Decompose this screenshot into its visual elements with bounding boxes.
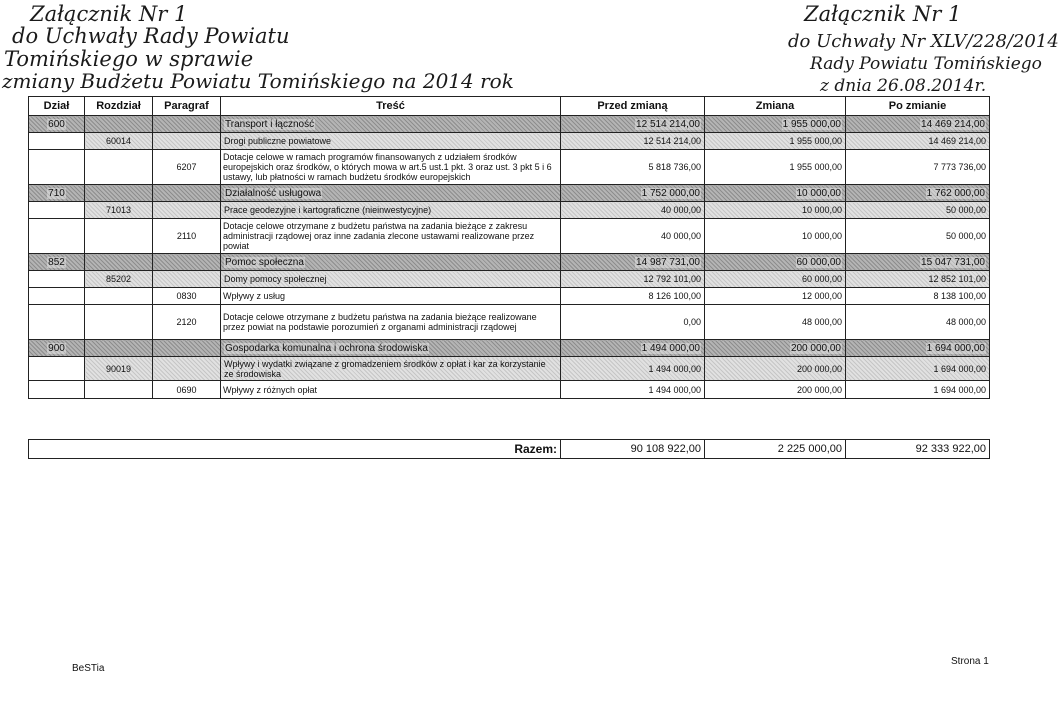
- cell-przed: 12 514 214,00: [561, 116, 705, 133]
- cell-zmiana: 48 000,00: [705, 305, 846, 340]
- cell-dzial: 900: [29, 340, 85, 357]
- table-row-paragraf: [29, 288, 990, 305]
- cell-paragraf: 2110: [153, 219, 221, 254]
- cell-dzial: 710: [29, 185, 85, 202]
- cell-tresc: Pomoc społeczna: [221, 254, 561, 271]
- table-row-dzial: [29, 340, 990, 357]
- cell-po: 50 000,00: [846, 219, 990, 254]
- table-row-paragraf: [29, 381, 990, 399]
- cell-rozdzial: [85, 116, 153, 133]
- header-przed-zmiana: Przed zmianą: [561, 97, 705, 116]
- cell-przed: 1 494 000,00: [561, 340, 705, 357]
- cell-dzial: [29, 305, 85, 340]
- handwritten-note-right-line-1: Załącznik Nr 1: [804, 2, 962, 26]
- cell-przed: 12 514 214,00: [561, 133, 705, 150]
- handwritten-note-left-line-3: Tomińskiego w sprawie: [4, 47, 254, 71]
- cell-tresc: Gospodarka komunalna i ochrona środowiska: [221, 340, 561, 357]
- cell-paragraf: 0690: [153, 381, 221, 399]
- cell-dzial: [29, 288, 85, 305]
- cell-rozdzial: 85202: [85, 271, 153, 288]
- cell-paragraf: 2120: [153, 305, 221, 340]
- cell-zmiana: 10 000,00: [705, 202, 846, 219]
- total-zmiana: 2 225 000,00: [705, 440, 846, 459]
- cell-dzial: 600: [29, 116, 85, 133]
- cell-rozdzial: [85, 340, 153, 357]
- cell-rozdzial: [85, 305, 153, 340]
- table-row-dzial: [29, 116, 990, 133]
- header-zmiana: Zmiana: [705, 97, 846, 116]
- cell-dzial: [29, 133, 85, 150]
- cell-po: 1 694 000,00: [846, 381, 990, 399]
- cell-paragraf: [153, 271, 221, 288]
- cell-tresc: Domy pomocy społecznej: [221, 271, 561, 288]
- table-header-row: [29, 97, 990, 116]
- cell-przed: 40 000,00: [561, 202, 705, 219]
- cell-zmiana: 1 955 000,00: [705, 116, 846, 133]
- cell-po: 1 694 000,00: [846, 357, 990, 381]
- cell-po: 15 047 731,00: [846, 254, 990, 271]
- cell-zmiana: 200 000,00: [705, 357, 846, 381]
- handwritten-note-right-line-3: Rady Powiatu Tomińskiego: [810, 54, 1042, 74]
- cell-tresc: Wpływy i wydatki związane z gromadzeniem środków z opłat i kar za korzystanie ze środowiska: [221, 357, 561, 381]
- cell-paragraf: [153, 185, 221, 202]
- cell-tresc: Prace geodezyjne i kartograficzne (nieinwestycyjne): [221, 202, 561, 219]
- cell-przed: 8 126 100,00: [561, 288, 705, 305]
- table-row-paragraf: [29, 305, 990, 340]
- cell-tresc: Działalność usługowa: [221, 185, 561, 202]
- cell-po: 50 000,00: [846, 202, 990, 219]
- header-rozdzial: Rozdział: [85, 97, 153, 116]
- cell-tresc: Dotacje celowe otrzymane z budżetu państwa na zadania bieżące realizowane przez powiat na podstawie porozumień z organami administracji rządowej: [221, 305, 561, 340]
- cell-paragraf: 6207: [153, 150, 221, 185]
- cell-przed: 14 987 731,00: [561, 254, 705, 271]
- cell-rozdzial: 71013: [85, 202, 153, 219]
- cell-rozdzial: [85, 254, 153, 271]
- cell-zmiana: 200 000,00: [705, 340, 846, 357]
- cell-rozdzial: [85, 185, 153, 202]
- total-po: 92 333 922,00: [846, 440, 990, 459]
- cell-paragraf: [153, 133, 221, 150]
- cell-zmiana: 10 000,00: [705, 219, 846, 254]
- cell-dzial: [29, 271, 85, 288]
- cell-paragraf: [153, 357, 221, 381]
- cell-zmiana: 200 000,00: [705, 381, 846, 399]
- cell-przed: 5 818 736,00: [561, 150, 705, 185]
- cell-tresc: Wpływy z różnych opłat: [221, 381, 561, 399]
- handwritten-note-left-line-2: do Uchwały Rady Powiatu: [12, 24, 290, 48]
- cell-przed: 1 752 000,00: [561, 185, 705, 202]
- cell-po: 48 000,00: [846, 305, 990, 340]
- handwritten-note-left-line-4: zmiany Budżetu Powiatu Tomińskiego na 2014 rok: [2, 69, 514, 93]
- table-row-dzial: [29, 185, 990, 202]
- table-row-paragraf: [29, 150, 990, 185]
- cell-paragraf: 0830: [153, 288, 221, 305]
- cell-po: 1 694 000,00: [846, 340, 990, 357]
- cell-dzial: [29, 202, 85, 219]
- table-row-dzial: [29, 254, 990, 271]
- cell-paragraf: [153, 340, 221, 357]
- cell-po: 8 138 100,00: [846, 288, 990, 305]
- cell-przed: 1 494 000,00: [561, 381, 705, 399]
- header-po-zmianie: Po zmianie: [846, 97, 990, 116]
- budget-table: [28, 96, 990, 399]
- footer-software-label: BeSTia: [72, 663, 105, 674]
- header-paragraf: Paragraf: [153, 97, 221, 116]
- cell-rozdzial: [85, 288, 153, 305]
- cell-tresc: Wpływy z usług: [221, 288, 561, 305]
- cell-paragraf: [153, 202, 221, 219]
- cell-dzial: [29, 150, 85, 185]
- cell-zmiana: 60 000,00: [705, 254, 846, 271]
- cell-zmiana: 1 955 000,00: [705, 133, 846, 150]
- handwritten-note-right-line-4: z dnia 26.08.2014r.: [820, 76, 987, 96]
- cell-paragraf: [153, 116, 221, 133]
- cell-dzial: [29, 357, 85, 381]
- handwritten-note-left-line-1: Załącznik Nr 1: [30, 2, 188, 26]
- cell-rozdzial: 90019: [85, 357, 153, 381]
- total-label: Razem:: [29, 440, 561, 459]
- cell-tresc: Drogi publiczne powiatowe: [221, 133, 561, 150]
- header-dzial: Dział: [29, 97, 85, 116]
- total-table: [28, 439, 990, 459]
- cell-zmiana: 12 000,00: [705, 288, 846, 305]
- total-row: [29, 440, 990, 459]
- cell-zmiana: 10 000,00: [705, 185, 846, 202]
- footer-page-number: Strona 1: [951, 656, 989, 667]
- handwritten-note-right-line-2: do Uchwały Nr XLV/228/2014: [788, 31, 1059, 52]
- cell-po: 14 469 214,00: [846, 116, 990, 133]
- cell-rozdzial: 60014: [85, 133, 153, 150]
- table-row-rozdzial: [29, 202, 990, 219]
- cell-po: 7 773 736,00: [846, 150, 990, 185]
- cell-tresc: Dotacje celowe w ramach programów finansowanych z udziałem środków europejskich oraz środków, o których mowa w art.5 ust.1 pkt. 3 oraz ust. 3 pkt 5 i 6 ustawy, lub płatności w ramach budżetu środków europejskich: [221, 150, 561, 185]
- cell-rozdzial: [85, 150, 153, 185]
- cell-dzial: [29, 219, 85, 254]
- cell-tresc: Dotacje celowe otrzymane z budżetu państwa na zadania bieżące z zakresu administracji rządowej oraz inne zadania zlecone ustawami realizowane przez powiat: [221, 219, 561, 254]
- table-row-rozdzial: [29, 133, 990, 150]
- cell-dzial: 852: [29, 254, 85, 271]
- table-row-paragraf: [29, 219, 990, 254]
- table-row-rozdzial: [29, 271, 990, 288]
- cell-przed: 1 494 000,00: [561, 357, 705, 381]
- total-przed: 90 108 922,00: [561, 440, 705, 459]
- cell-zmiana: 60 000,00: [705, 271, 846, 288]
- cell-po: 12 852 101,00: [846, 271, 990, 288]
- header-tresc: Treść: [221, 97, 561, 116]
- cell-po: 1 762 000,00: [846, 185, 990, 202]
- cell-tresc: Transport i łączność: [221, 116, 561, 133]
- cell-przed: 0,00: [561, 305, 705, 340]
- cell-rozdzial: [85, 219, 153, 254]
- cell-dzial: [29, 381, 85, 399]
- table-row-rozdzial: [29, 357, 990, 381]
- cell-zmiana: 1 955 000,00: [705, 150, 846, 185]
- cell-rozdzial: [85, 381, 153, 399]
- cell-przed: 12 792 101,00: [561, 271, 705, 288]
- cell-przed: 40 000,00: [561, 219, 705, 254]
- cell-paragraf: [153, 254, 221, 271]
- cell-po: 14 469 214,00: [846, 133, 990, 150]
